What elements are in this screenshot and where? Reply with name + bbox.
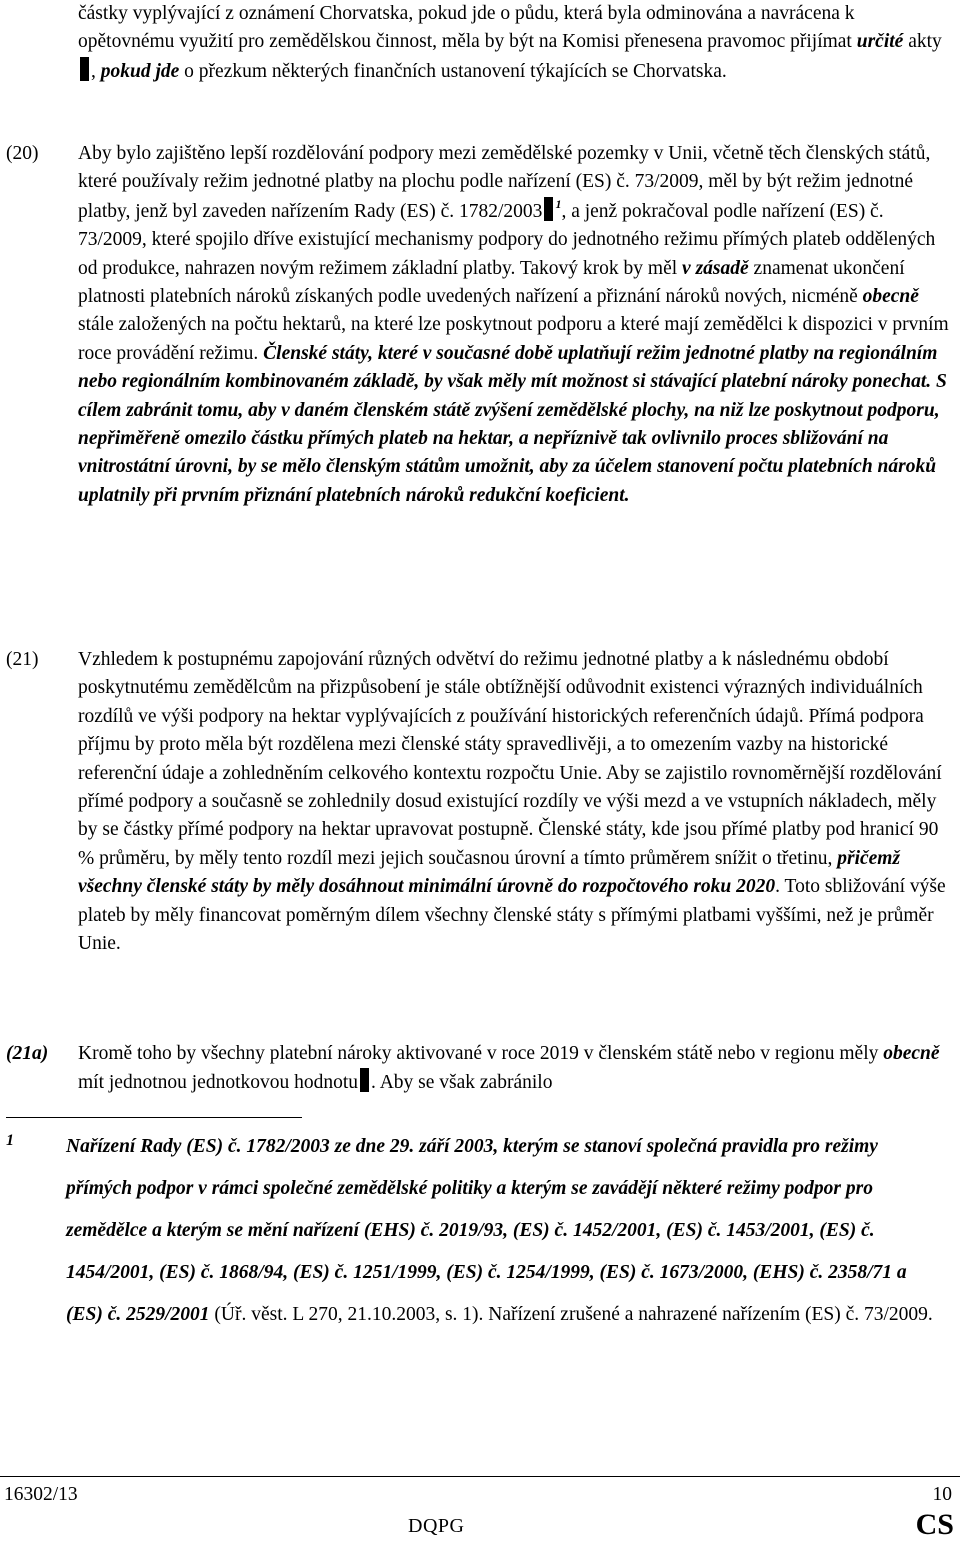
recital-21 <box>78 646 950 958</box>
footnote-number: 1 <box>6 1132 14 1149</box>
footnote-ref[interactable]: 1 <box>555 196 562 211</box>
recital-21a-text-2: mít jednotnou jednotkovou hodnotu <box>78 1072 359 1094</box>
intro-text-4: o přezkum některých finančních ustanovení týkajících se Chorvatska. <box>179 60 727 82</box>
footnote-title: Nařízení Rady (ES) č. 1782/2003 ze dne 29. září 2003, kterým se stanoví společná pravidla pro režimy přímých podpor v rámci společné zemědělské politiky a kterým se zavádějí některé režimy podpor pro zemědělce a kterým se mění nařízení (EHS) č. 2019/93, (ES) č. 1452/2001, (ES) č. 1453/2001, (ES) č. 1454/2001, (ES) č. 1868/94, (ES) č. 1251/1999, (ES) č. 1254/1999, (ES) č. 1673/2000, (EHS) č. 2358/71 a (ES) č. 2529/2001 <box>66 1136 907 1325</box>
footnote-text <box>66 1126 946 1336</box>
deletion-mark-icon <box>80 57 89 81</box>
recital-21a-text-1: Kromě toho by všechny platební nároky aktivované v roce 2019 v členském státě nebo v regionu měly <box>78 1043 884 1064</box>
intro-emph-2: pokud jde <box>100 60 180 82</box>
intro-text-1: částky vyplývající z oznámení Chorvatska, pokud jde o půdu, která byla odminována a navrácena k opětovnému využití pro zemědělskou činnost, měla by být na Komisi přenesena pravomoc přijímat <box>78 3 857 53</box>
recital-21a-text-3: . Aby se však zabránilo <box>371 1072 553 1094</box>
recital-21a-emph: obecně <box>883 1043 940 1064</box>
recital-20-text-3: znamenat ukončení platnosti platebních nároků získaných podle uvedených nařízení a přiznání nároků nových, nicméně <box>78 257 905 308</box>
recital-20-text-4: stále založených na počtu hektarů, na které lze poskytnout podporu a které mají zemědělci k dispozici v prvním roce provádění režimu. <box>78 314 949 364</box>
deletion-mark-icon <box>544 197 553 221</box>
recital-20-emph-2: obecně <box>862 286 919 308</box>
document-number: 16302/13 <box>4 1484 78 1505</box>
language-code: CS <box>915 1508 954 1541</box>
recital-21-emph: přičemž všechny členské státy by měly dosáhnout minimální úrovně do rozpočtového roku 2020 <box>78 847 901 898</box>
intro-emph-1: určité <box>856 31 904 53</box>
page-number: 10 <box>932 1484 952 1505</box>
recital-20-text-2: , a jenž pokračoval podle nařízení (ES) č. 73/2009, které spojilo dříve existující mechanismy podpory do jednotného režimu přímých plateb oddělených od produkce, nahrazen novým režimem základní platby. Takový krok by měl <box>78 200 936 279</box>
intro-text-2: akty <box>903 31 942 53</box>
footer-divider <box>0 1476 960 1477</box>
recital-21-number: (21) <box>6 649 39 670</box>
recital-21-text-1: Vzhledem k postupnému zapojování různých odvětví do režimu jednotné platby a k následnému období poskytnutému zemědělcům na přizpůsobení je stále obtížnější odůvodnit existenci výrazných individuálních rozdílů ve výši podpory na hektar vyplývajících z používání historických referenčních údajů. Přímá podpora příjmu by proto měla být rozdělena mezi členské státy spravedlivěji, a to omezením vazby na historické referenční údaje a zohledněním celkového kontextu rozpočtu Unie. Aby se zajistilo rovnoměrnější rozdělování přímé podpory a současně se zohlednily dosud existující rozdíly ve výši mezd a ve vstupních nákladech, měly by se částky přímé podpory na hektar upravovat postupně. Členské státy, kde jsou přímé platby pod hranicí 90 % průměru, by měly tento rozdíl mezi jejich současnou úrovní a tímto průměrem snížit o třetinu, <box>78 649 942 869</box>
recital-20-emph-1: v zásadě <box>682 257 749 279</box>
deletion-mark-icon <box>360 1068 369 1092</box>
recital-21-text-2: . Toto sbližování výše plateb by měly financovat poměrným dílem všechny členské státy s přímými platbami vyššími, než je průměr Unie. <box>78 876 946 955</box>
recital-21a-number: (21a) <box>6 1043 49 1064</box>
recital-20-number: (20) <box>6 143 39 164</box>
recital-20 <box>78 140 950 510</box>
recital-20-text-1: Aby bylo zajištěno lepší rozdělování podpory mezi zemědělské pozemky v Unii, včetně těch členských států, které používaly režim jednotné platby na plochu podle nařízení (ES) č. 73/2009, měl by být režim jednotné platby, jenž byl zaveden nařízením Rady (ES) č. 1782/2003 <box>78 143 931 222</box>
recital-20-emph-3: Členské státy, které v současné době uplatňují režim jednotné platby na regionálním nebo regionálním kombinovaném základě, by však měly mít možnost si stávající platební nároky ponechat. S cílem zabránit tomu, aby v daném členském státě zvýšení zemědělské plochy, na niž lze poskytnout podporu, nepřiměřeně omezilo částku přímých plateb na hektar, a nepříznivě tak ovlivnilo proces sbližování na vnitrostátní úrovni, by se mělo členským státům umožnit, aby za účelem stanovení počtu platebních nároků uplatnily při prvním přiznání platebních nároků redukční koeficient. <box>78 342 947 506</box>
footnote-reference: (Úř. věst. L 270, 21.10.2003, s. 1). Nařízení zrušené a nahrazené nařízením (ES) č. 73/2009. <box>209 1304 933 1325</box>
footnote-divider <box>6 1117 302 1118</box>
recital-21a <box>78 1040 950 1098</box>
intro-paragraph <box>78 0 950 86</box>
intro-text-3: , <box>91 60 101 82</box>
department-code: DQPG <box>408 1515 465 1537</box>
